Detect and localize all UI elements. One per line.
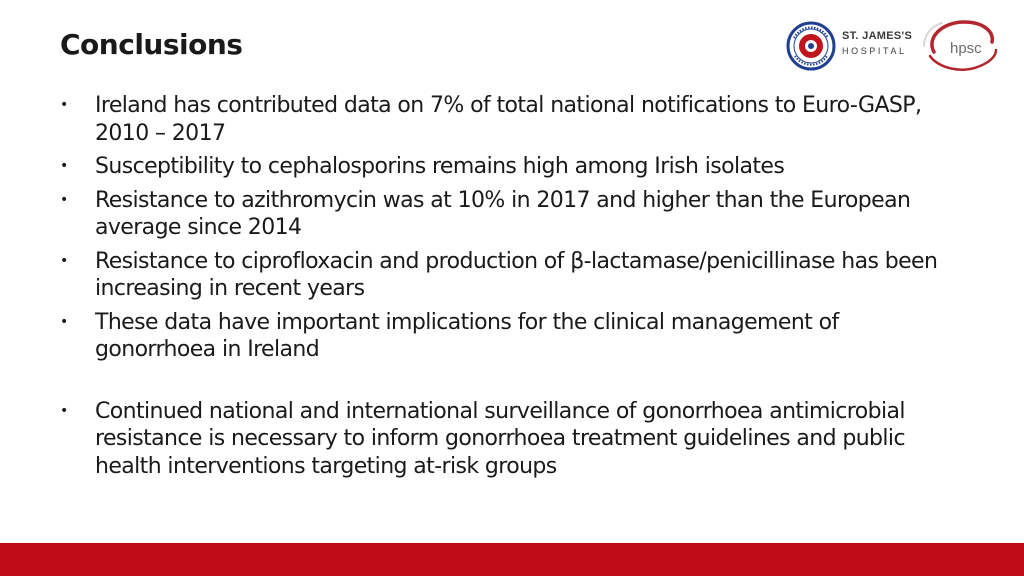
bullet-marker: •: [60, 97, 68, 113]
st-james-hospital-logo: [838, 20, 913, 72]
bullet-marker: •: [60, 313, 68, 330]
bullet-text: Ireland has contributed data on 7% of total national notifications to Euro-GASP, 2010 – 2017: [95, 93, 922, 146]
logo-group: [786, 14, 998, 78]
list-item: [60, 92, 960, 147]
list-item: [60, 398, 960, 481]
list-item: [60, 187, 960, 242]
bullet-text: Continued national and international surveillance of gonorrhoea antimicrobial resistance is necessary to inform gonorrhoea treatment guidelines and public health interventions targeting at-risk groups: [95, 398, 905, 479]
st-james-logo-line1: ST. JAMES'S: [842, 30, 913, 42]
hpsc-logo-icon: [920, 16, 998, 76]
slide-title: Conclusions: [60, 28, 243, 61]
bullet-marker: •: [60, 402, 68, 419]
list-item: [60, 309, 960, 364]
bullet-text: Resistance to azithromycin was at 10% in 2017 and higher than the European average since 2014: [95, 187, 911, 240]
bullet-text: Resistance to ciprofloxacin and production of β-lactamase/penicillinase has been increasing in recent years: [95, 248, 938, 301]
hpsc-logo-text: hpsc: [950, 40, 982, 57]
seal-logo-icon: [786, 18, 836, 74]
bullet-text: These data have important implications for the clinical management of gonorrhoea in Ireland: [95, 309, 839, 362]
list-item: [60, 153, 960, 181]
bullet-text: Susceptibility to cephalosporins remains high among Irish isolates: [95, 154, 785, 179]
footer-bar: [0, 543, 1024, 576]
conclusion-list: [60, 92, 960, 486]
bullet-marker: •: [60, 158, 68, 174]
list-item: [60, 248, 960, 303]
bullet-marker: •: [60, 252, 68, 269]
bullet-marker: •: [60, 191, 68, 208]
st-james-logo-line2: HOSPITAL: [842, 46, 907, 56]
